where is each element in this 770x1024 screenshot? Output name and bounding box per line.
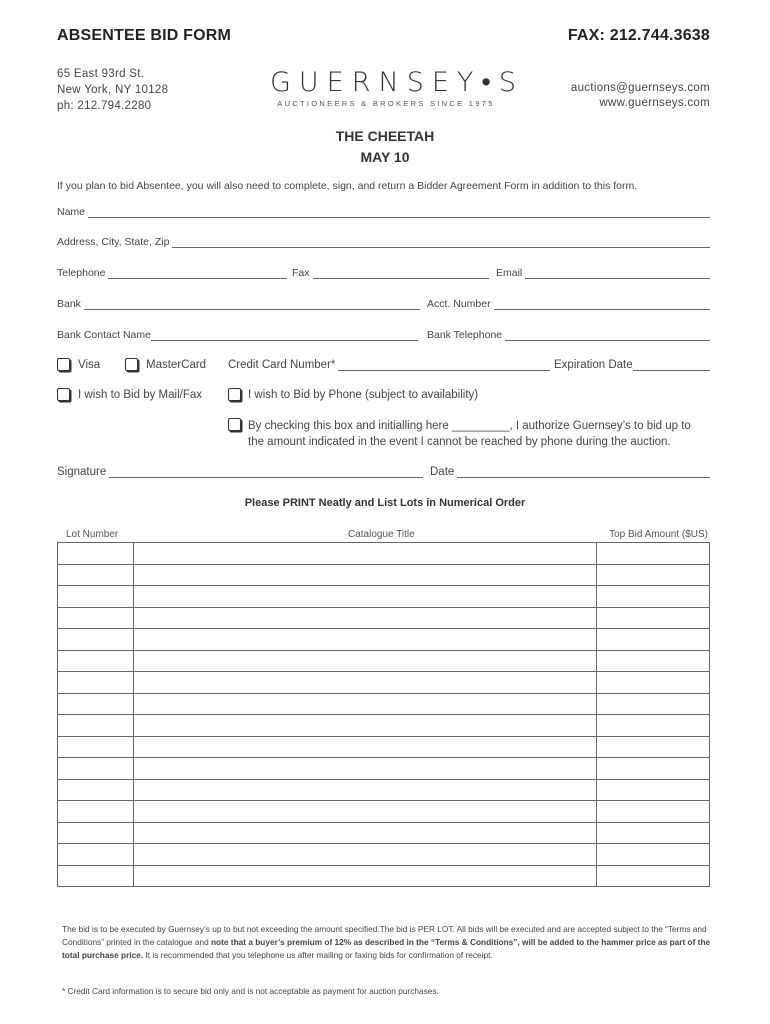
catalogue-title-cell[interactable]	[133, 822, 596, 844]
logo-name: GUERNSEY•S	[270, 67, 524, 98]
top-bid-cell[interactable]	[597, 736, 710, 758]
telephone-input[interactable]	[108, 269, 287, 279]
date-field	[430, 466, 710, 478]
top-bid-cell[interactable]	[597, 543, 710, 565]
table-row	[58, 736, 710, 758]
table-row	[58, 822, 710, 844]
acct-number-input[interactable]	[494, 300, 710, 310]
lot-number-cell[interactable]	[58, 844, 134, 866]
lot-number-cell[interactable]	[58, 607, 134, 629]
credit-card-label: Credit Card Number*	[228, 359, 336, 371]
table-row	[58, 564, 710, 586]
bank-input[interactable]	[84, 300, 420, 310]
email-input[interactable]	[525, 269, 710, 279]
top-bid-header: Top Bid Amount ($US)	[609, 529, 708, 540]
top-bid-cell[interactable]	[597, 801, 710, 823]
table-row	[58, 779, 710, 801]
email-field	[496, 267, 710, 279]
authorize-text	[248, 418, 691, 450]
lot-number-cell[interactable]	[58, 693, 134, 715]
top-bid-cell[interactable]	[597, 607, 710, 629]
credit-card-field	[228, 359, 550, 371]
lot-number-cell[interactable]	[58, 801, 134, 823]
catalogue-title-cell[interactable]	[133, 543, 596, 565]
email-link[interactable]: auctions@guernseys.com	[570, 82, 710, 94]
expiration-label: Expiration Date	[554, 359, 633, 371]
expiration-field	[554, 359, 710, 371]
name-field	[57, 206, 710, 218]
mastercard-checkbox[interactable]	[125, 358, 138, 371]
catalogue-title-cell[interactable]	[133, 779, 596, 801]
address-line: 65 East 93rd St.	[57, 68, 145, 80]
table-row	[58, 801, 710, 823]
fax-number: FAX: 212.744.3638	[567, 27, 710, 44]
catalogue-title-cell[interactable]	[133, 693, 596, 715]
mail-fax-label: I wish to Bid by Mail/Fax	[78, 389, 202, 401]
catalogue-title-cell[interactable]	[133, 865, 596, 887]
signature-input[interactable]	[109, 468, 423, 478]
bank-field	[57, 298, 420, 310]
top-bid-cell[interactable]	[597, 844, 710, 866]
signature-field	[57, 466, 423, 478]
catalogue-title-cell[interactable]	[133, 586, 596, 608]
table-row	[58, 715, 710, 737]
bank-telephone-label: Bank Telephone	[427, 329, 503, 341]
bank-contact-input[interactable]	[151, 331, 418, 341]
phone-label: I wish to Bid by Phone (subject to availability)	[248, 389, 479, 401]
acct-number-field	[427, 298, 710, 310]
catalogue-title-cell[interactable]	[133, 844, 596, 866]
bank-telephone-input[interactable]	[505, 331, 710, 341]
top-bid-cell[interactable]	[597, 865, 710, 887]
lot-number-cell[interactable]	[58, 715, 134, 737]
expiration-input[interactable]	[633, 361, 710, 371]
lot-number-header: Lot Number	[66, 529, 119, 540]
table-row	[58, 543, 710, 565]
credit-card-input[interactable]	[338, 361, 550, 371]
table-row	[58, 672, 710, 694]
lots-table	[57, 542, 710, 887]
catalogue-title-cell[interactable]	[133, 629, 596, 651]
event-name: THE CHEETAH	[335, 128, 435, 144]
terms-text: The bid is to be executed by Guernsey’s up to but not exceeding the amount specified.The bid is PER LOT. All bids will be executed and are accepted subject to the “Terms and Conditions” printed in the catalogue and	[62, 924, 707, 947]
address-line: ph: 212.794.2280	[57, 100, 152, 112]
catalogue-title-cell[interactable]	[133, 672, 596, 694]
catalogue-title-cell[interactable]	[133, 564, 596, 586]
table-row	[58, 844, 710, 866]
lot-number-cell[interactable]	[58, 779, 134, 801]
top-bid-cell[interactable]	[597, 586, 710, 608]
top-bid-cell[interactable]	[597, 779, 710, 801]
signature-label: Signature	[57, 466, 107, 478]
phone-checkbox[interactable]	[228, 388, 241, 401]
lot-number-cell[interactable]	[58, 672, 134, 694]
address-input[interactable]	[172, 238, 710, 248]
terms-text-end: It is recommended that you telephone us after mailing or faxing bids for confirmation of receipt.	[143, 950, 493, 960]
table-row	[58, 607, 710, 629]
intro-text: If you plan to bid Absentee, you will also need to complete, sign, and return a Bidder Agreement Form in addition to this form.	[57, 180, 638, 192]
bank-telephone-field	[427, 329, 710, 341]
catalogue-title-cell[interactable]	[133, 650, 596, 672]
fax-input[interactable]	[313, 269, 489, 279]
guernseys-logo	[270, 67, 524, 108]
catalogue-title-cell[interactable]	[133, 607, 596, 629]
catalogue-title-cell[interactable]	[133, 736, 596, 758]
lot-number-cell[interactable]	[58, 650, 134, 672]
mastercard-label: MasterCard	[146, 359, 207, 371]
fax-field	[292, 267, 489, 279]
top-bid-cell[interactable]	[597, 672, 710, 694]
logo-tagline: AUCTIONEERS & BROKERS SINCE 1975	[277, 99, 495, 108]
table-row	[58, 693, 710, 715]
authorize-checkbox[interactable]	[228, 418, 241, 431]
address-label: Address, City, State, Zip	[57, 236, 170, 248]
lot-number-cell[interactable]	[58, 865, 134, 887]
visa-label: Visa	[78, 359, 101, 371]
email-label: Email	[496, 267, 523, 279]
date-input[interactable]	[457, 468, 710, 478]
top-bid-cell[interactable]	[597, 715, 710, 737]
top-bid-cell[interactable]	[597, 693, 710, 715]
visa-checkbox[interactable]	[57, 358, 70, 371]
catalogue-title-cell[interactable]	[133, 715, 596, 737]
mail-fax-checkbox[interactable]	[57, 388, 70, 401]
name-label: Name	[57, 206, 86, 218]
event-date: MAY 10	[360, 149, 410, 165]
lot-number-cell[interactable]	[58, 629, 134, 651]
catalogue-title-cell[interactable]	[133, 801, 596, 823]
lot-number-cell[interactable]	[58, 586, 134, 608]
telephone-label: Telephone	[57, 267, 106, 279]
bank-contact-label: Bank Contact Name	[57, 329, 151, 341]
lot-number-cell[interactable]	[58, 822, 134, 844]
catalogue-title-header: Catalogue Title	[348, 529, 415, 540]
acct-number-label: Acct. Number	[427, 298, 491, 310]
address-block	[57, 66, 168, 114]
credit-card-disclaimer: * Credit Card information is to secure bid only and is not acceptable as payment for auction purchases.	[62, 986, 439, 996]
print-instructions: Please PRINT Neatly and List Lots in Numerical Order	[244, 497, 526, 509]
table-row	[58, 650, 710, 672]
date-label: Date	[430, 466, 455, 478]
top-bid-cell[interactable]	[597, 650, 710, 672]
lot-number-cell[interactable]	[58, 758, 134, 780]
table-row	[58, 758, 710, 780]
top-bid-cell[interactable]	[597, 564, 710, 586]
address-line: New York, NY 10128	[57, 84, 169, 96]
top-bid-cell[interactable]	[597, 758, 710, 780]
authorize-line: the amount indicated in the event I cannot be reached by phone during the auction.	[248, 436, 671, 448]
contact-block	[571, 81, 710, 111]
catalogue-title-cell[interactable]	[133, 758, 596, 780]
premium-notice: note that a buyer’s premium of 12% as described in the “Terms & Conditions”, will be added to the hammer price as part of the total purchase price.	[62, 937, 711, 960]
website-link[interactable]: www.guernseys.com	[599, 97, 710, 109]
terms-paragraph	[62, 923, 714, 962]
form-title: ABSENTEE BID FORM	[57, 27, 232, 44]
lot-number-cell[interactable]	[58, 564, 134, 586]
bank-contact-field	[57, 329, 418, 341]
telephone-field	[57, 267, 287, 279]
address-field	[57, 236, 710, 248]
table-row	[58, 586, 710, 608]
table-row	[58, 629, 710, 651]
top-bid-cell[interactable]	[597, 629, 710, 651]
lot-number-cell[interactable]	[58, 736, 134, 758]
bank-label: Bank	[57, 298, 81, 310]
name-input[interactable]	[88, 208, 710, 218]
authorize-line: By checking this box and initialling here _________, I authorize Guernsey’s to bid up to	[248, 420, 691, 432]
top-bid-cell[interactable]	[597, 822, 710, 844]
lot-number-cell[interactable]	[58, 543, 134, 565]
fax-label: Fax	[292, 267, 310, 279]
table-row	[58, 865, 710, 887]
